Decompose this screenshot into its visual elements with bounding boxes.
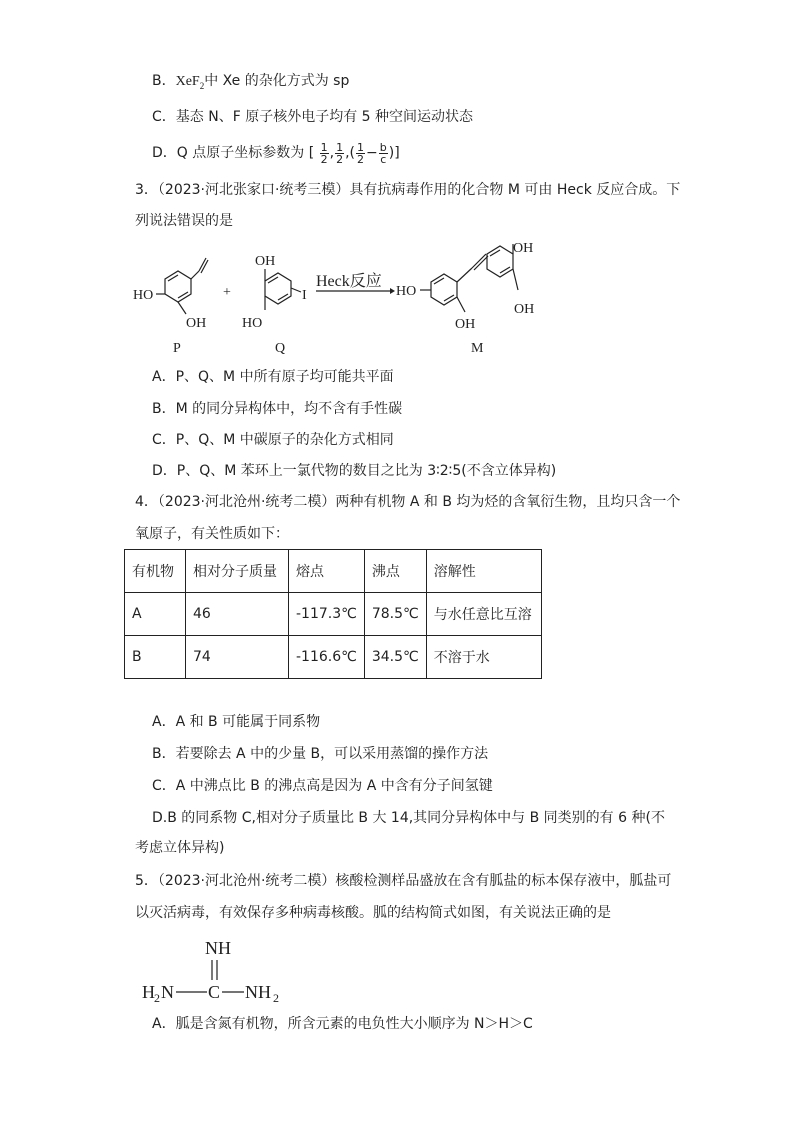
plus-sign: +	[223, 285, 231, 300]
q4-option-a: A．A 和 B 可能属于同系物	[152, 714, 321, 730]
properties-table	[124, 549, 542, 679]
table-row	[125, 593, 542, 636]
label-m: M	[471, 341, 484, 356]
table-cell: -116.6℃	[289, 636, 365, 679]
molecule-m	[420, 244, 518, 312]
q3-stem-line2: 列说法错误的是	[135, 213, 233, 229]
imine-nh: NH	[205, 938, 231, 958]
svg-text:2: 2	[154, 991, 160, 1005]
q-oh-top: OH	[255, 254, 276, 269]
label-q: Q	[275, 341, 286, 356]
coordinate-expression: [ $\frac{1}{2}$ , $\frac{1}{2}$ ,( $\frac{1}{2}$ − $\frac{b}{c}$ )]	[308, 140, 400, 166]
q5-stem-line2: 以灭活病毒，有效保存多种病毒核酸。胍的结构简式如图，有关说法正确的是	[135, 905, 611, 921]
q4-option-d-line1: D.B 的同系物 C,相对分子质量比 B 大 14,其同分异构体中与 B 同类别的有 6 种(不	[152, 810, 665, 826]
q3-option-a: A．P、Q、M 中所有原子均可能共平面	[152, 369, 394, 385]
q3-stem-line1: 3．（2023·河北张家口·统考三模）具有抗病毒作用的化合物 M 可由 Heck 反应合成。下	[135, 182, 681, 198]
m-oh-right: OH	[514, 302, 535, 317]
arrow-label: Heck反应	[316, 273, 382, 290]
central-carbon: C	[208, 982, 221, 1002]
left-h-label: H	[142, 982, 155, 1002]
q4-option-d-line2: 考虑立体异构)	[135, 840, 225, 856]
p-ho-label: HO	[133, 288, 154, 303]
table-cell: -117.3℃	[289, 593, 365, 636]
table-cell: 34.5℃	[364, 636, 426, 679]
guanidine-structure	[130, 930, 330, 1010]
table-cell: 不溶于水	[426, 636, 541, 679]
molecule-p	[156, 258, 208, 314]
right-nh-label: NH	[245, 982, 271, 1002]
table-cell: 46	[186, 593, 289, 636]
q2-option-b: B．XeF$_2$中 Xe 的杂化方式为 sp	[152, 73, 350, 91]
table-cell: A	[125, 593, 186, 636]
table-header-row	[125, 550, 542, 593]
q4-stem-line1: 4．（2023·河北沧州·统考二模）两种有机物 A 和 B 均为烃的含氧衍生物，且均只含一个	[135, 494, 681, 510]
table-header-cell: 沸点	[364, 550, 426, 593]
table-header-cell: 熔点	[289, 550, 365, 593]
table-cell: 与水任意比互溶	[426, 593, 541, 636]
label-p: P	[173, 341, 181, 356]
q5-option-a: A．胍是含氮有机物，所含元素的电负性大小顺序为 N＞H＞C	[152, 1016, 533, 1032]
m-oh-top: OH	[513, 241, 534, 256]
q4-stem-line2: 氧原子，有关性质如下：	[135, 526, 289, 542]
svg-text:N: N	[161, 982, 174, 1002]
q-iodine: I	[302, 288, 307, 303]
heck-reaction-scheme	[0, 230, 794, 370]
table-header-cell: 溶解性	[426, 550, 541, 593]
svg-text:2: 2	[273, 991, 279, 1005]
q3-option-b: B．M 的同分异构体中，均不含有手性碳	[152, 401, 403, 417]
q3-option-d: D．P、Q、M 苯环上一氯代物的数目之比为 3∶2∶5(不含立体异构)	[152, 463, 557, 479]
molecule-q	[265, 269, 301, 310]
table-row	[125, 636, 542, 679]
q2-option-c: C．基态 N、F 原子核外电子均有 5 种空间运动状态	[152, 109, 474, 125]
m-oh-bottom: OH	[455, 317, 476, 332]
q2-option-d: D．Q 点原子坐标参数为 [ $\frac{1}{2}$ , $\frac{1}{2}$ ,( $\frac{1}{2}$ − $\frac{b}{c}$ )]	[152, 140, 400, 166]
q4-option-b: B．若要除去 A 中的少量 B，可以采用蒸馏的操作方法	[152, 746, 489, 762]
table-cell: B	[125, 636, 186, 679]
table-cell: 74	[186, 636, 289, 679]
q-ho-bottom: HO	[242, 316, 263, 331]
m-ho-label: HO	[396, 284, 417, 299]
p-oh-label: OH	[186, 316, 207, 331]
table-cell: 78.5℃	[364, 593, 426, 636]
q4-option-c: C．A 中沸点比 B 的沸点高是因为 A 中含有分子间氢键	[152, 778, 493, 794]
table-header-cell: 相对分子质量	[186, 550, 289, 593]
q5-stem-line1: 5．（2023·河北沧州·统考二模）核酸检测样品盛放在含有胍盐的标本保存液中，胍盐可	[135, 873, 672, 889]
table-header-cell: 有机物	[125, 550, 186, 593]
q3-option-c: C．P、Q、M 中碳原子的杂化方式相同	[152, 432, 394, 448]
